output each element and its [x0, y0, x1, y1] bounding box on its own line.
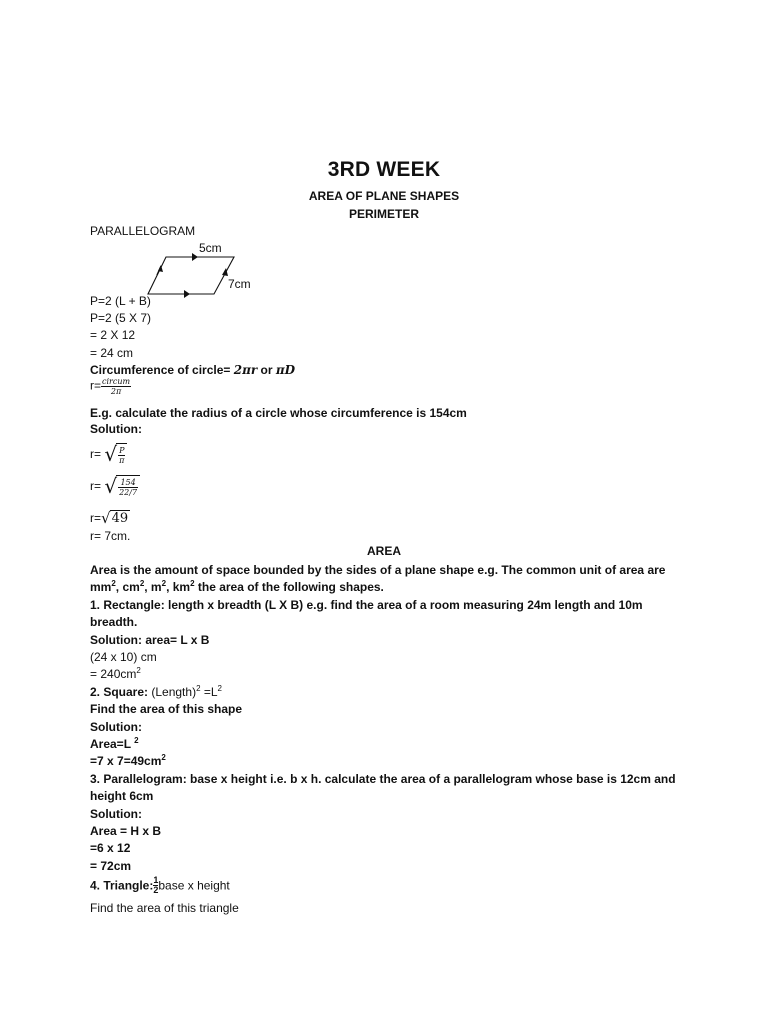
fraction-denominator: 2: [153, 885, 159, 895]
rectangle-text-2: breadth.: [90, 615, 138, 629]
fraction-numerator: circum: [102, 377, 131, 386]
fraction-denominator: π: [119, 456, 125, 465]
arrow-bottom-icon: [184, 290, 190, 298]
area-intro-line-2: [90, 579, 384, 595]
rectangle-step-1: (24 x 10) cm: [90, 650, 157, 664]
triangle-definition: [90, 876, 230, 895]
perimeter-line-1: P=2 (L + B): [90, 294, 151, 308]
side-right-label: 7cm: [228, 277, 251, 291]
solution-step-3: [90, 508, 130, 528]
parallelogram-step-1: Area = H x B: [90, 824, 162, 838]
example-question: E.g. calculate the radius of a circle whose circumference is 154cm: [90, 406, 467, 420]
area-intro-rest: the area of the following shapes.: [194, 580, 384, 594]
side-top-label: 5cm: [199, 241, 222, 255]
radius-label: r=: [90, 378, 102, 393]
square-solution: Solution:: [90, 720, 142, 734]
parallelogram-shape: [148, 257, 234, 294]
circumference-label: Circumference of circle=: [90, 363, 234, 377]
parallelogram-label: 3. Parallelogram:: [90, 772, 187, 786]
sqrt-fraction: [118, 446, 125, 465]
or-text: or: [257, 363, 276, 377]
parallelogram-step-3: = 72cm: [90, 859, 132, 873]
square-step-1: Area=L $^2$: [90, 736, 139, 751]
square-text: (Length)$^2$ $=L^2$: [148, 684, 222, 699]
page-title: 3RD WEEK: [327, 158, 441, 181]
triangle-find: Find the area of this triangle: [90, 901, 239, 915]
rectangle-definition: [90, 597, 643, 613]
formula-pid: πD: [275, 363, 296, 377]
parallelogram-text: base x height i.e. b x h. calculate the area of a parallelogram whose base is 12cm and: [186, 772, 676, 786]
triangle-text: base x height: [158, 878, 230, 893]
fraction-numerator: 1: [153, 875, 159, 885]
rectangle-solution: Solution: area= L x B: [90, 633, 210, 647]
perimeter-line-4: = 24 cm: [90, 346, 134, 360]
perimeter-line-3: = 2 X 12: [90, 328, 136, 342]
arrow-top-icon: [192, 253, 198, 261]
subtitle-perimeter: PERIMETER: [348, 207, 419, 221]
fraction-numerator: P: [119, 446, 125, 455]
fraction-numerator: 154: [118, 478, 138, 488]
square-label: 2. Square:: [90, 685, 149, 699]
rectangle-step-2: = $240cm^2$: [90, 666, 141, 681]
parallelogram-heading: PARALLELOGRAM: [90, 224, 196, 238]
solution-label: Solution:: [90, 422, 142, 436]
triangle-label: 4. Triangle:: [90, 878, 154, 893]
parallelogram-step-2: =6 x 12: [90, 841, 131, 855]
formula-2pir: 2πr: [233, 363, 258, 377]
solution-step-1: [90, 443, 127, 465]
rectangle-label: 1. Rectangle:: [90, 598, 165, 612]
parallelogram-definition: [90, 771, 676, 787]
area-intro-line-1: Area is the amount of space bounded by the sides of a plane shape e.g. The common unit of area are: [90, 563, 666, 577]
solution-step-4: r= 7cm.: [90, 529, 131, 543]
fraction-denominator: 22/7: [119, 488, 138, 497]
sqrt-expression: [104, 475, 140, 497]
sqrt-icon: √: [104, 474, 118, 498]
parallelogram-text-2: height 6cm: [90, 789, 154, 803]
sqrt-value: 49: [111, 510, 129, 526]
arrow-left-head-icon: [158, 265, 163, 272]
rectangle-text: length x breadth (L X B) e.g. find the area of a room measuring 24m length and 10m: [164, 598, 643, 612]
sqrt-fraction: [118, 478, 138, 497]
parallelogram-solution: Solution:: [90, 807, 142, 821]
radius-label: r=: [90, 511, 102, 525]
sqrt-expression: [104, 443, 127, 465]
square-definition: [90, 684, 222, 700]
sqrt-icon: √: [101, 509, 111, 527]
radius-label: r=: [90, 479, 105, 493]
circumference-formula: [90, 362, 295, 378]
area-heading: AREA: [366, 544, 401, 558]
fraction-denominator: 2π: [110, 387, 122, 396]
perimeter-line-2: P=2 (5 X 7): [90, 311, 152, 325]
sqrt-icon: √: [104, 442, 118, 466]
square-step-2: =7 x $7=49cm^2$: [90, 753, 166, 768]
radius-formula: [90, 377, 131, 396]
subtitle-area-of-plane-shapes: AREA OF PLANE SHAPES: [308, 189, 460, 203]
radius-fraction: [101, 377, 131, 396]
square-find: Find the area of this shape: [90, 702, 243, 716]
radius-label: r=: [90, 447, 105, 461]
solution-step-2: [90, 475, 140, 497]
sqrt-expression: [101, 508, 130, 528]
area-units: $mm^2$, $cm^2$, $m^2$, $km^2$: [90, 579, 195, 594]
